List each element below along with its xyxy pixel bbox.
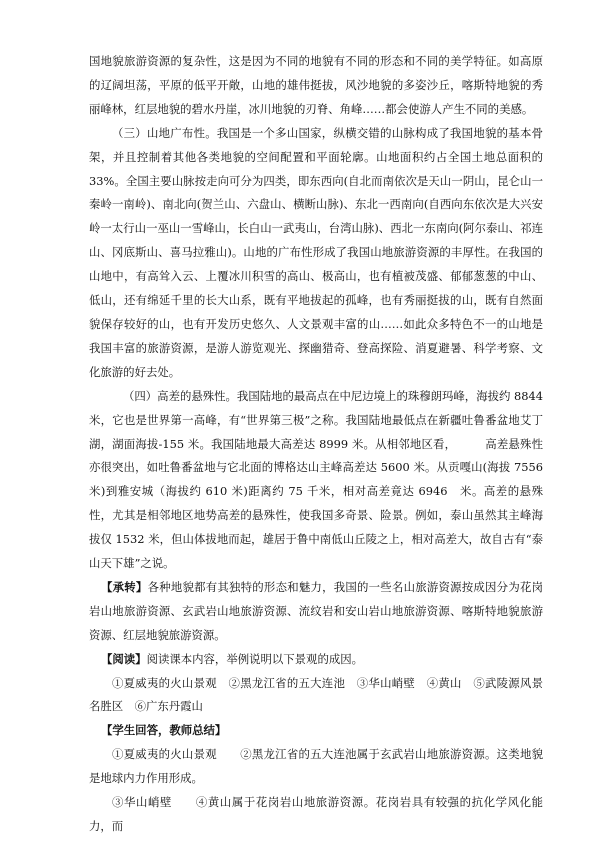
paragraph-granite-answer: ③华山峭壁 ④黄山属于花岗岩山地旅游资源。花岗岩具有较强的抗化学风化能力，而	[89, 795, 543, 833]
paragraph-elevation-difference: （四）高差的悬殊性。我国陆地的最高点在中尼边境上的珠穆朗玛峰，海拔约 8844 米，它也是世界第一高峰，有“世界第三极”之称。我国陆地最低点在新疆吐鲁番盆地艾丁湖，湖面海拔-155 米。我国陆地最大高差达 8999 米。从相邻地区看， 高差悬殊性亦很突出，如吐鲁番盆地与它北面的博格达山主峰高差达 5600 米。从贡嘎山(海拔 7556 米)到雅安城（海拔约 610 米)距离约 75 千米，相对高差竟达 6946 米。高差的悬殊性，尤其是相邻地区地势高差的悬殊性，使我国多奇景、险景。例如，泰山虽然其主峰海拔仅 1532 米，但山体拔地而起，雄居于鲁中南低山丘陵之上，相对高差大，故自古有“泰山天下雄”之说。	[89, 388, 543, 571]
transition-label: 【承转】	[101, 579, 148, 594]
paragraph-landscape-list: ①夏威夷的火山景观 ②黑龙江省的五大连池 ③华山峭壁 ④黄山 ⑤武陵源风景名胜区 ⑥广东丹霞山	[89, 675, 543, 714]
paragraph-landform-complexity: 国地貌旅游资源的复杂性，这是因为不同的地貌有不同的形态和不同的美学特征。如高原的辽阔坦荡，平原的低平开敞，山地的雄伟挺拔，风沙地貌的多姿沙丘，喀斯特地貌的秀丽峰林，红层地貌的碧水丹崖，冰川地貌的刃脊、角峰……都会使游人产生不同的美感。	[89, 54, 543, 116]
document-page	[89, 50, 543, 839]
paragraph-student-answer-heading	[89, 719, 543, 743]
transition-text: 各种地貌都有其独特的形态和魅力，我国的一些名山旅游资源按成因分为花岗岩山地旅游资源、玄武岩山地旅游资源、流纹岩和安山岩山地旅游资源、喀斯特地貌旅游资源、红层地貌旅游资源。	[89, 579, 543, 642]
paragraph-basalt-answer: ①夏威夷的火山景观 ②黑龙江省的五大连池属于玄武岩山地旅游资源。这类地貌是地球内力作用形成。	[89, 747, 543, 786]
paragraph-mountain-distribution: （三）山地广布性。我国是一个多山国家，纵横交错的山脉构成了我国地貌的基本骨架，并且控制着其他各类地貌的空间配置和平面轮廓。山地面积约占全国土地总面积的33%。全国主要山脉按走向可分为四类，即东西向(自北而南依次是天山一阴山，昆仑山一秦岭一南岭)、南北向(贺兰山、六盘山、横断山脉)、东北一西南向(自西向东依次是大兴安岭一太行山一巫山一雪峰山，长白山一武夷山，台湾山脉)、西北一东南向(阿尔泰山、祁连山、冈底斯山、喜马拉雅山)。山地的广布性形成了我国山地旅游资源的丰厚性。在我国的山地中，有高耸入云、上覆冰川积雪的高山、极高山，也有植被茂盛、郁郁葱葱的中山、低山，还有绵延千里的长大山系，既有平地拔起的孤峰，也有秀丽挺拔的山，既有自然面貌保存较好的山，也有开发历史悠久、人文景观丰富的山……如此众多特色不一的山地是我国丰富的旅游资源，是游人游览观光、探幽猎奇、登高探险、消夏避暑、科学考察、文化旅游的好去处。	[89, 125, 543, 379]
reading-text: 阅读课本内容，举例说明以下景观的成因。	[146, 651, 364, 666]
paragraph-transition	[89, 576, 543, 648]
reading-label: 【阅读】	[101, 651, 147, 666]
paragraph-reading	[89, 648, 543, 672]
student-answer-label: 【学生回答，教师总结】	[101, 723, 227, 738]
